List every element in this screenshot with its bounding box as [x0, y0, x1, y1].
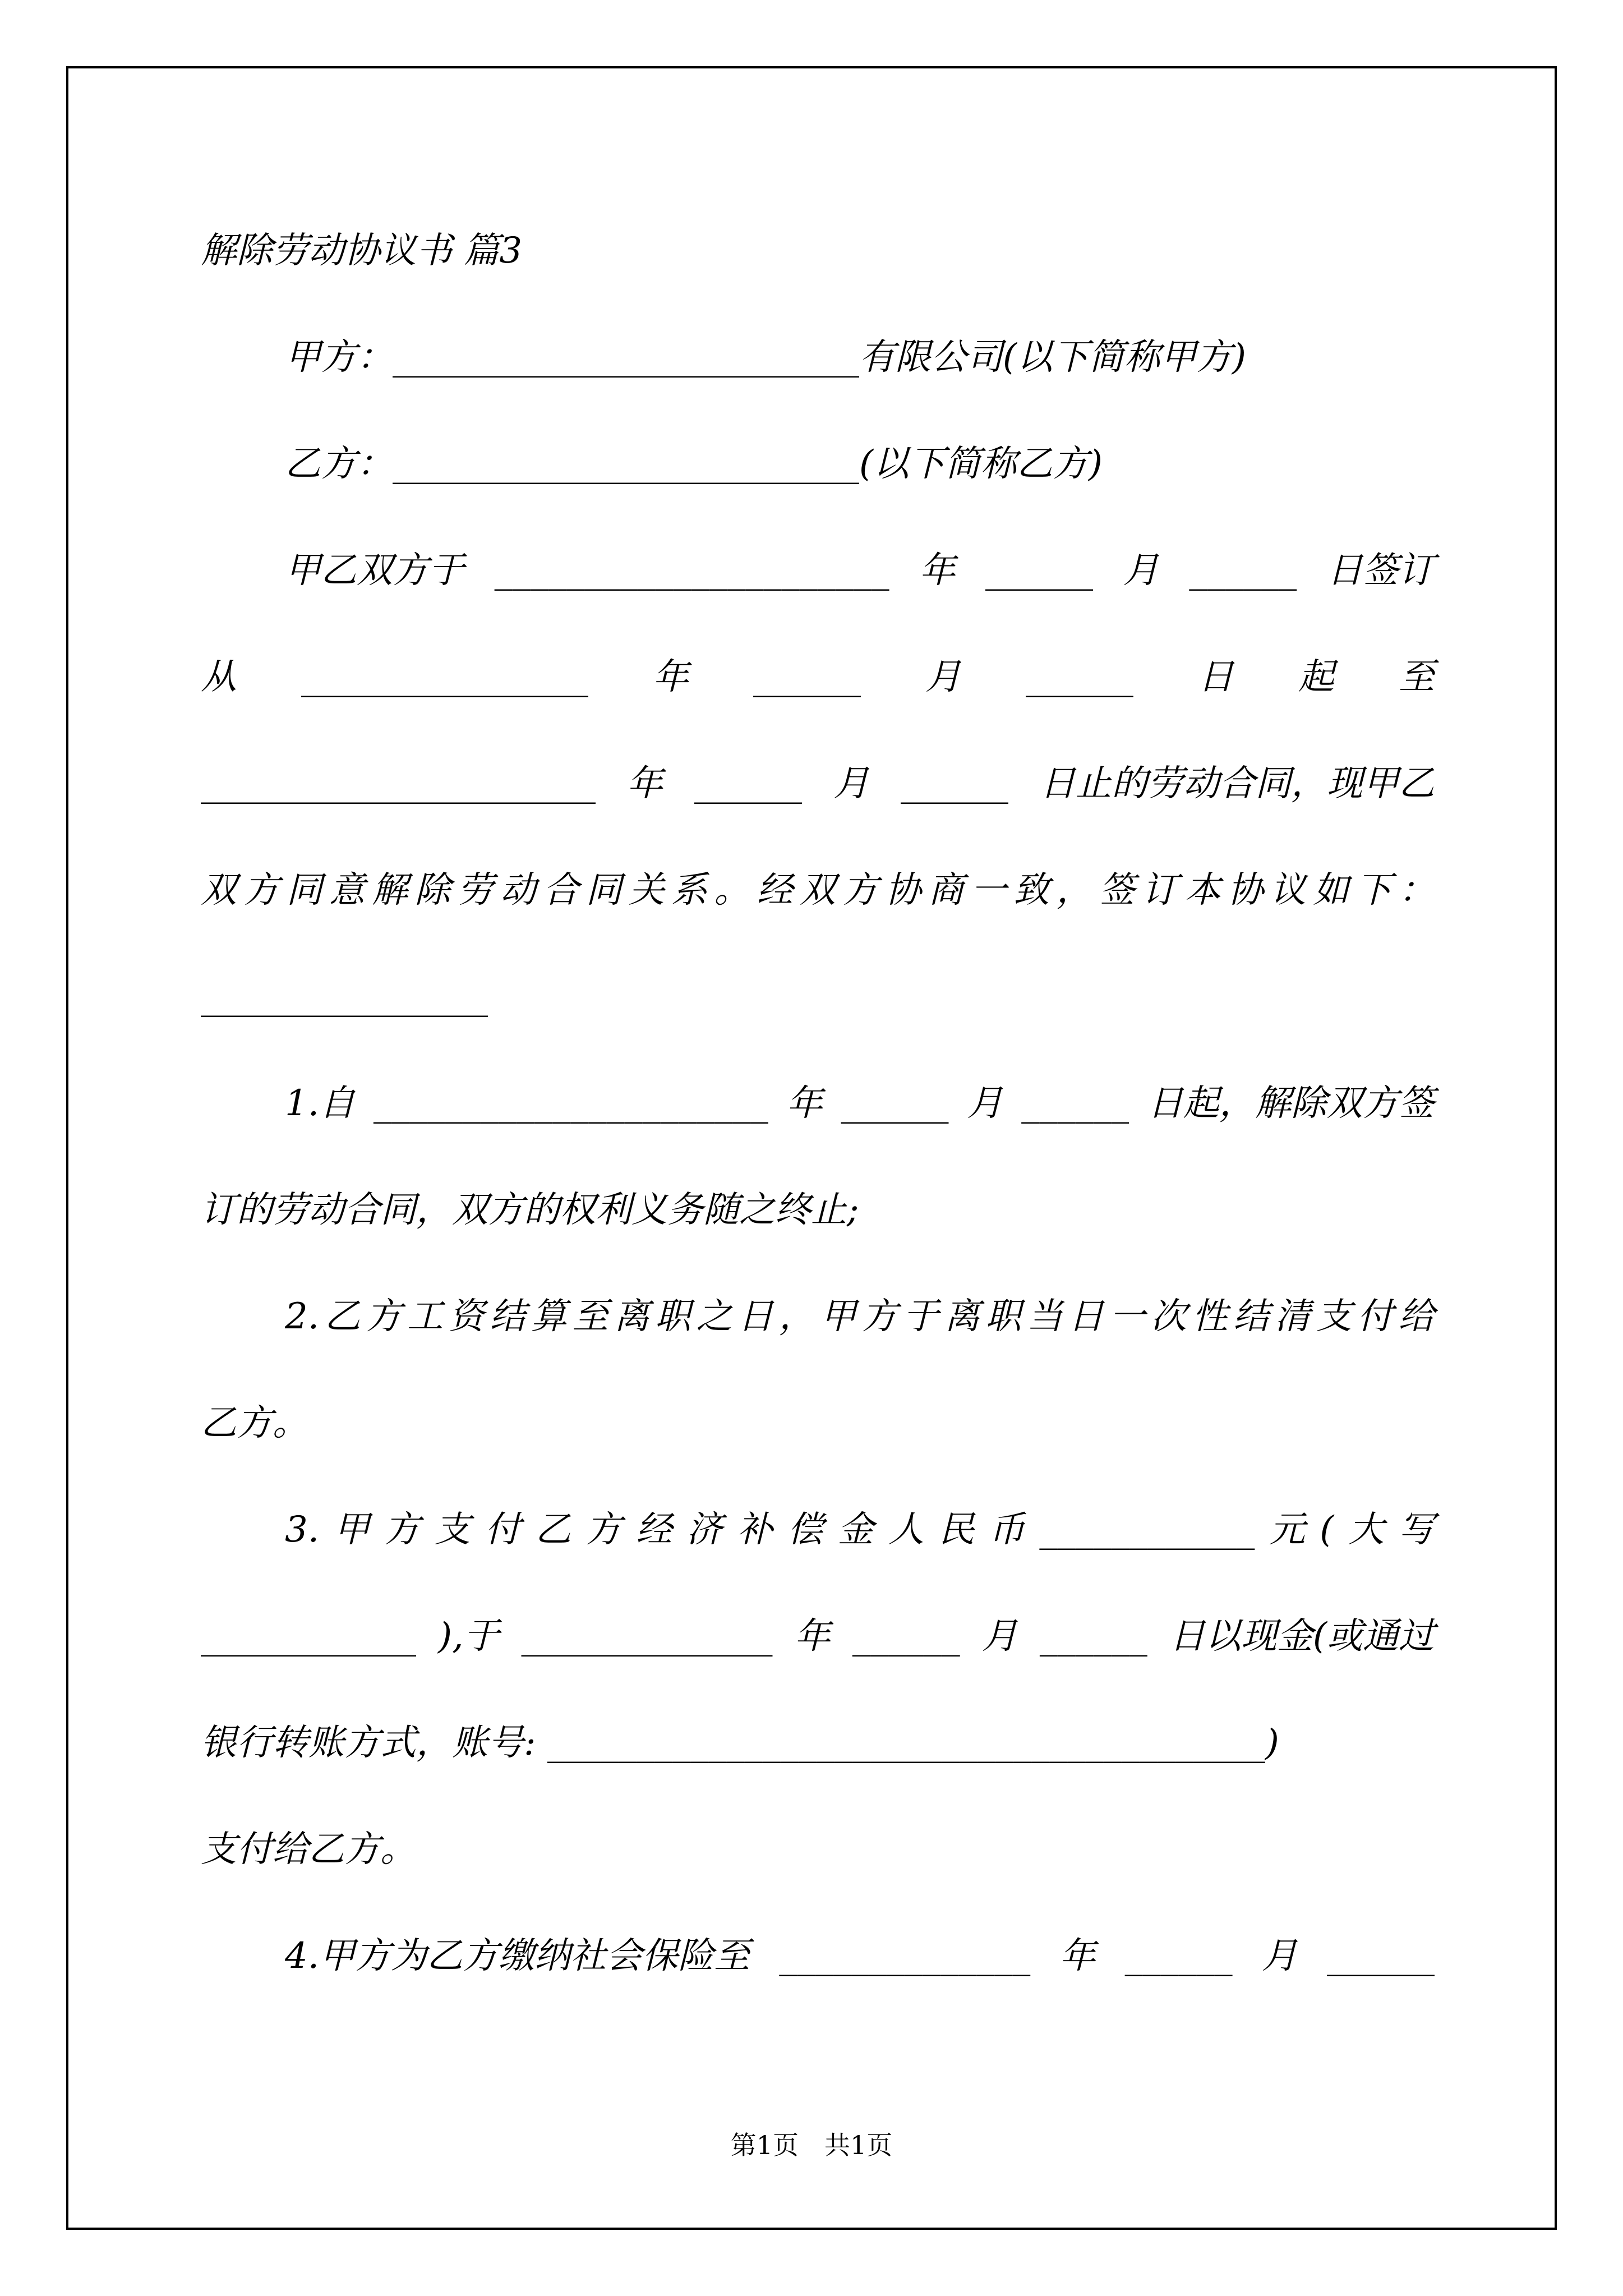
line-segment: 月 — [1261, 1935, 1298, 1977]
line-segment: ______________________ — [201, 763, 596, 804]
line-segment: 职 — [654, 1296, 691, 1337]
line-segment: ______________________ — [494, 550, 889, 591]
line-segment: 日 — [1068, 1296, 1104, 1337]
line-segment: 年 — [919, 550, 956, 591]
line-segment: 日止的劳动合同，现甲乙 — [1040, 763, 1435, 804]
line-segment: 动 — [500, 869, 536, 911]
line-segment: 3. — [285, 1509, 320, 1550]
line-segment: 济 — [686, 1509, 723, 1550]
line-segment: 支 — [434, 1509, 471, 1550]
document-content — [201, 197, 1435, 2009]
line-segment: 致 — [1013, 869, 1050, 911]
document-line — [201, 1263, 1435, 1370]
line-segment: 签 — [1099, 869, 1135, 911]
line-segment: 关 — [628, 869, 665, 911]
line-segment: ______ — [694, 763, 802, 804]
line-segment: 除 — [414, 869, 451, 911]
document-line — [201, 1903, 1435, 2009]
line-segment: 。 — [714, 869, 750, 911]
document-line — [201, 1583, 1435, 1690]
line-segment: 离 — [944, 1296, 980, 1337]
document-line: 订的劳动合同，双方的权利义务随之终止; — [201, 1189, 859, 1231]
line-segment: 民 — [938, 1509, 975, 1550]
line-segment: ______________________ — [373, 1083, 768, 1124]
line-segment: 给 — [1398, 1296, 1435, 1337]
document-line: 乙方：__________________________(以下简称乙方) — [285, 443, 1103, 485]
line-segment: 系 — [671, 869, 708, 911]
line-segment: 方 — [366, 1296, 402, 1337]
line-segment: 结 — [490, 1296, 526, 1337]
line-segment: 方 — [585, 1509, 622, 1550]
line-segment: 大 — [1348, 1509, 1385, 1550]
line-segment: ____________ — [1039, 1509, 1255, 1550]
line-segment: 议 — [1270, 869, 1307, 911]
line-segment: 方 — [861, 1296, 898, 1337]
line-segment: 付 — [1357, 1296, 1394, 1337]
line-segment: 支 — [1316, 1296, 1352, 1337]
line-segment: 乙 — [324, 1296, 361, 1337]
document-body — [201, 304, 1435, 2009]
document-title: 解除劳动协议书 篇3 — [201, 230, 523, 272]
document-line: 乙方。 — [201, 1402, 308, 1444]
line-segment: ， — [1056, 869, 1092, 911]
line-segment: ______________ — [521, 1616, 773, 1657]
line-segment: 一 — [1109, 1296, 1146, 1337]
line-segment: ( — [1320, 1509, 1334, 1550]
line-segment: 商 — [928, 869, 964, 911]
line-segment: 币 — [989, 1509, 1025, 1550]
line-segment: 2. — [285, 1296, 320, 1337]
line-segment: 方 — [243, 869, 280, 911]
line-segment: ______ — [1026, 656, 1133, 698]
document-line — [201, 1050, 1435, 1157]
line-segment: 下 — [1355, 869, 1392, 911]
line-segment: 至 — [1399, 656, 1435, 698]
page-number: 第1页 共1页 — [730, 2130, 893, 2160]
line-segment: ______ — [901, 763, 1008, 804]
line-segment: 偿 — [787, 1509, 823, 1550]
line-segment: 日 — [1198, 656, 1234, 698]
line-segment: 算 — [531, 1296, 567, 1337]
line-segment: 方 — [384, 1509, 420, 1550]
line-segment: ______ — [1021, 1083, 1129, 1124]
document-line — [201, 1476, 1435, 1583]
line-segment: 年 — [794, 1616, 831, 1657]
line-segment: 资 — [448, 1296, 485, 1337]
line-segment: 年 — [1059, 1935, 1096, 1977]
line-segment: ____________ — [201, 1616, 416, 1657]
line-segment: 协 — [885, 869, 921, 911]
line-segment: 双 — [799, 869, 836, 911]
line-segment: 协 — [1227, 869, 1264, 911]
line-segment: 1.自 — [285, 1083, 356, 1124]
line-segment: 一 — [971, 869, 1007, 911]
line-segment: ______ — [841, 1083, 949, 1124]
line-segment: 日起，解除双方签 — [1147, 1083, 1435, 1124]
line-segment: 同 — [585, 869, 622, 911]
line-segment: 写 — [1398, 1509, 1435, 1550]
line-segment: ______________ — [779, 1935, 1031, 1977]
line-segment: 4.甲方为乙方缴纳社会保险至 — [285, 1935, 750, 1977]
line-segment: 当 — [1026, 1296, 1063, 1337]
line-segment: 月 — [925, 656, 961, 698]
line-segment: 日签订 — [1326, 550, 1435, 591]
line-segment: ________________ — [301, 656, 588, 698]
line-segment: 清 — [1274, 1296, 1311, 1337]
line-segment: 年 — [653, 656, 689, 698]
line-segment: 月 — [967, 1083, 1003, 1124]
line-segment: 补 — [737, 1509, 773, 1550]
line-segment: 如 — [1313, 869, 1349, 911]
line-segment: 月 — [1123, 550, 1159, 591]
page-footer — [68, 2128, 1555, 2162]
line-segment: 至 — [572, 1296, 608, 1337]
line-segment: ______ — [1039, 1616, 1147, 1657]
line-segment: 结 — [1233, 1296, 1270, 1337]
line-segment: 次 — [1150, 1296, 1187, 1337]
line-segment: 甲 — [820, 1296, 856, 1337]
document-line — [201, 837, 1435, 944]
line-segment: 劳 — [457, 869, 494, 911]
document-line: ________________ — [201, 976, 488, 1018]
line-segment: 人 — [888, 1509, 924, 1550]
line-segment: 双 — [201, 869, 237, 911]
line-segment: 年 — [627, 763, 663, 804]
line-segment: 月 — [833, 763, 869, 804]
line-segment: 乙 — [535, 1509, 571, 1550]
line-segment: 方 — [842, 869, 879, 911]
line-segment: 解 — [372, 869, 408, 911]
line-segment: 于 — [902, 1296, 939, 1337]
line-segment: 同 — [286, 869, 322, 911]
line-segment: 付 — [485, 1509, 521, 1550]
line-segment: 性 — [1192, 1296, 1228, 1337]
line-segment: ______ — [1327, 1935, 1435, 1977]
line-segment: 起 — [1298, 656, 1334, 698]
line-segment: 年 — [786, 1083, 823, 1124]
line-segment: 元 — [1269, 1509, 1306, 1550]
line-segment: ： — [1398, 869, 1435, 911]
line-segment: ),于 — [438, 1616, 500, 1657]
document-line — [201, 730, 1435, 837]
line-segment: 订 — [1142, 869, 1178, 911]
document-line: 甲方：__________________________有限公司(以下简称甲方) — [285, 337, 1246, 378]
line-segment: 甲 — [333, 1509, 370, 1550]
document-line — [201, 517, 1435, 624]
line-segment: 意 — [329, 869, 365, 911]
line-segment: ______ — [753, 656, 861, 698]
line-segment: 金 — [837, 1509, 874, 1550]
line-segment: 月 — [981, 1616, 1018, 1657]
line-segment: ______ — [985, 550, 1093, 591]
line-segment: ______ — [1124, 1935, 1233, 1977]
line-segment: 日以现金(或通过 — [1169, 1616, 1435, 1657]
line-segment: 甲乙双方于 — [285, 550, 464, 591]
line-segment: 经 — [757, 869, 793, 911]
line-segment: 本 — [1184, 869, 1221, 911]
line-segment: 职 — [985, 1296, 1022, 1337]
line-segment: 日 — [737, 1296, 774, 1337]
line-segment: 合 — [543, 869, 579, 911]
line-segment: ， — [778, 1296, 815, 1337]
line-segment: 从 — [201, 656, 237, 698]
line-segment: ______ — [1189, 550, 1297, 591]
document-line — [201, 624, 1435, 730]
line-segment: ______ — [852, 1616, 960, 1657]
line-segment: 经 — [636, 1509, 672, 1550]
line-segment: 离 — [614, 1296, 650, 1337]
document-line: 银行转账方式，账号: ________________________________________) — [201, 1722, 1279, 1764]
page-border — [66, 66, 1557, 2230]
line-segment: 工 — [407, 1296, 444, 1337]
line-segment: 之 — [696, 1296, 732, 1337]
document-line: 支付给乙方。 — [201, 1829, 416, 1870]
